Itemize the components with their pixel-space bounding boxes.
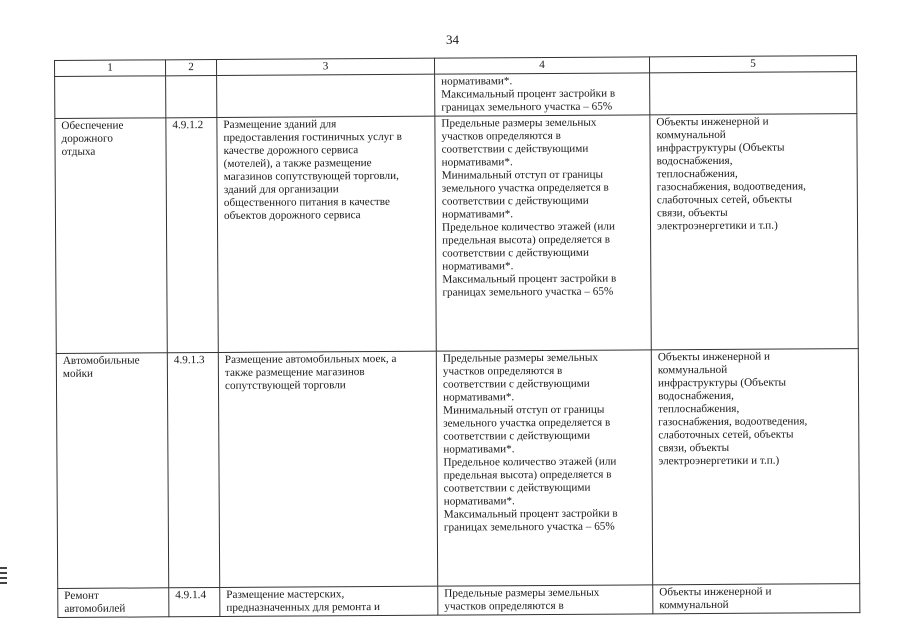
text-line: отдыха [61,145,96,158]
text-line: нормативами*. [441,156,513,169]
text-line: нормативами*. [443,443,515,456]
text-line: нормативами*. [443,495,515,508]
text-line: электроэнергетики и т.п.) [658,454,780,468]
parameters-cell [435,115,651,351]
parameters-cell [436,350,652,586]
text-line: соответствии с действующими [442,246,590,260]
text-line: предоставления гостиничных услуг в [223,130,402,144]
text-line: Предельные размеры земельных [442,351,598,365]
text-line: автомобилей [64,602,126,615]
text-line: Минимальный отступ от границы [443,403,605,417]
use-code-cell: 4.9.1.2 [166,118,218,353]
auxiliary-uses-cell [651,349,859,585]
text-line: зданий для организации [223,183,339,196]
text-line: сопутствующей торговли [224,379,346,392]
text-line: слаботочных сетей, объекты [658,428,794,442]
text-line: границах земельного участка – 65% [441,100,613,114]
text-line: Объекты инженерной и [656,115,769,129]
continuation-parameters-cell [435,73,650,116]
text-line: земельного участка определяется в [443,416,611,430]
scan-mark-line [0,582,7,584]
text-line: газоснабжения, водоотведения, [656,180,806,194]
text-line: 4.9.1.4 [175,589,207,602]
text-line: предельная высота) определяется в [443,468,612,482]
text-line: границах земельного участка – 65% [443,520,615,534]
text-line: Автомобильные [62,354,140,367]
text-line: соответствии с действующими [441,142,589,156]
text-line: объектов дорожного сервиса [223,209,361,222]
text-line: предназначенных для ремонта и [226,601,381,614]
text-line: (мотелей), а также размещение [223,157,372,170]
text-line: водоснабжения, [658,389,734,403]
use-name-cell [55,118,167,354]
text-line: Обеспечение [61,119,124,132]
text-line: Минимальный отступ от границы [441,168,604,182]
text-line: нормативами*. [442,260,514,273]
use-description-cell [220,586,438,616]
text-line: Размещение зданий для [223,118,337,131]
column-number-4: 4 [434,57,649,74]
text-line: общественного питания в качестве [223,195,391,209]
text-line: Предельное количество этажей (или [441,220,616,234]
scan-mark-line [0,572,7,574]
text-line: Размещение автомобильных моек, а [224,352,397,366]
text-line: предельная высота) определяется в [442,233,611,247]
document-scan [54,55,859,618]
text-line: дорожного [61,132,113,145]
text-line: нормативами*. [441,75,513,88]
scan-mark-line [0,567,7,569]
text-line: нормативами*. [441,208,514,221]
text-line: Максимальный процент застройки в [443,507,618,521]
table-row [58,584,860,618]
text-line: Предельные размеры земельных [444,586,600,600]
text-line: мойки [62,367,94,380]
text-line: соответствии с действующими [442,377,590,391]
text-line: коммунальной [659,598,729,612]
use-name-cell [56,353,168,589]
text-line: соответствии с действующими [441,194,589,208]
scan-mark-line [0,577,7,579]
use-code-cell: 4.9.1.3 [167,353,219,588]
column-number-3: 3 [217,58,435,75]
text-line: Объекты инженерной и [657,350,771,364]
text-line: Объекты инженерной и [659,585,772,599]
text-line: коммунальной [656,128,726,142]
text-line: Максимальный процент застройки в [442,272,617,286]
column-number-5: 5 [649,56,856,73]
text-line: коммунальной [657,363,728,377]
text-line: Максимальный процент застройки в [441,87,616,101]
auxiliary-uses-cell [650,114,858,350]
text-line: Предельное количество этажей (или [443,455,617,469]
page-number: 34 [446,32,459,47]
use-description-cell [218,351,437,587]
text-line: границах земельного участка – 65% [442,285,614,299]
text-line: нормативами*. [443,391,515,404]
text-line: слаботочных сетей, объекты [656,193,793,207]
text-line: Размещение мастерских, [226,588,345,601]
text-line: магазинов сопутствующей торговли, [223,169,399,183]
table-row [55,114,858,354]
cell-empty [166,76,217,118]
text-line: также размещение магазинов [224,366,365,379]
text-line: участков определяются в [442,364,563,378]
column-number-2: 2 [166,60,217,76]
binding-edge-mark [0,567,7,587]
text-line: инфраструктуры (Объекты [657,376,787,390]
table-row [56,349,859,589]
column-number-1: 1 [55,60,166,77]
parameters-cell [438,585,653,615]
text-line: газоснабжения, водоотведения, [658,415,808,429]
cell-empty [650,72,857,115]
text-line: теплоснабжения, [656,167,738,181]
text-line: соответствии с действующими [443,429,591,443]
text-line: участков определяются в [441,129,561,143]
text-line: Ремонт [64,589,99,602]
text-line: участков определяются в [444,599,564,613]
use-name-cell [58,588,169,618]
continuation-row [55,72,857,119]
auxiliary-uses-cell [653,584,860,614]
text-line: связи, объекты [658,441,730,455]
land-use-table [54,55,860,618]
text-line: инфраструктуры (Объекты [656,141,785,155]
text-line: водоснабжения, [656,154,733,168]
use-description-cell [217,116,436,352]
cell-empty [217,74,435,117]
text-line: теплоснабжения, [658,402,740,416]
text-line: электроэнергетики и т.п.) [656,219,778,233]
cell-empty [55,76,166,119]
text-line: соответствии с действующими [443,481,591,495]
use-code-cell [169,587,220,616]
text-line: Предельные размеры земельных [441,116,597,130]
text-line: связи, объекты [656,206,728,220]
text-line: качестве дорожного сервиса [223,144,359,157]
text-line: земельного участка определяется в [441,181,609,195]
